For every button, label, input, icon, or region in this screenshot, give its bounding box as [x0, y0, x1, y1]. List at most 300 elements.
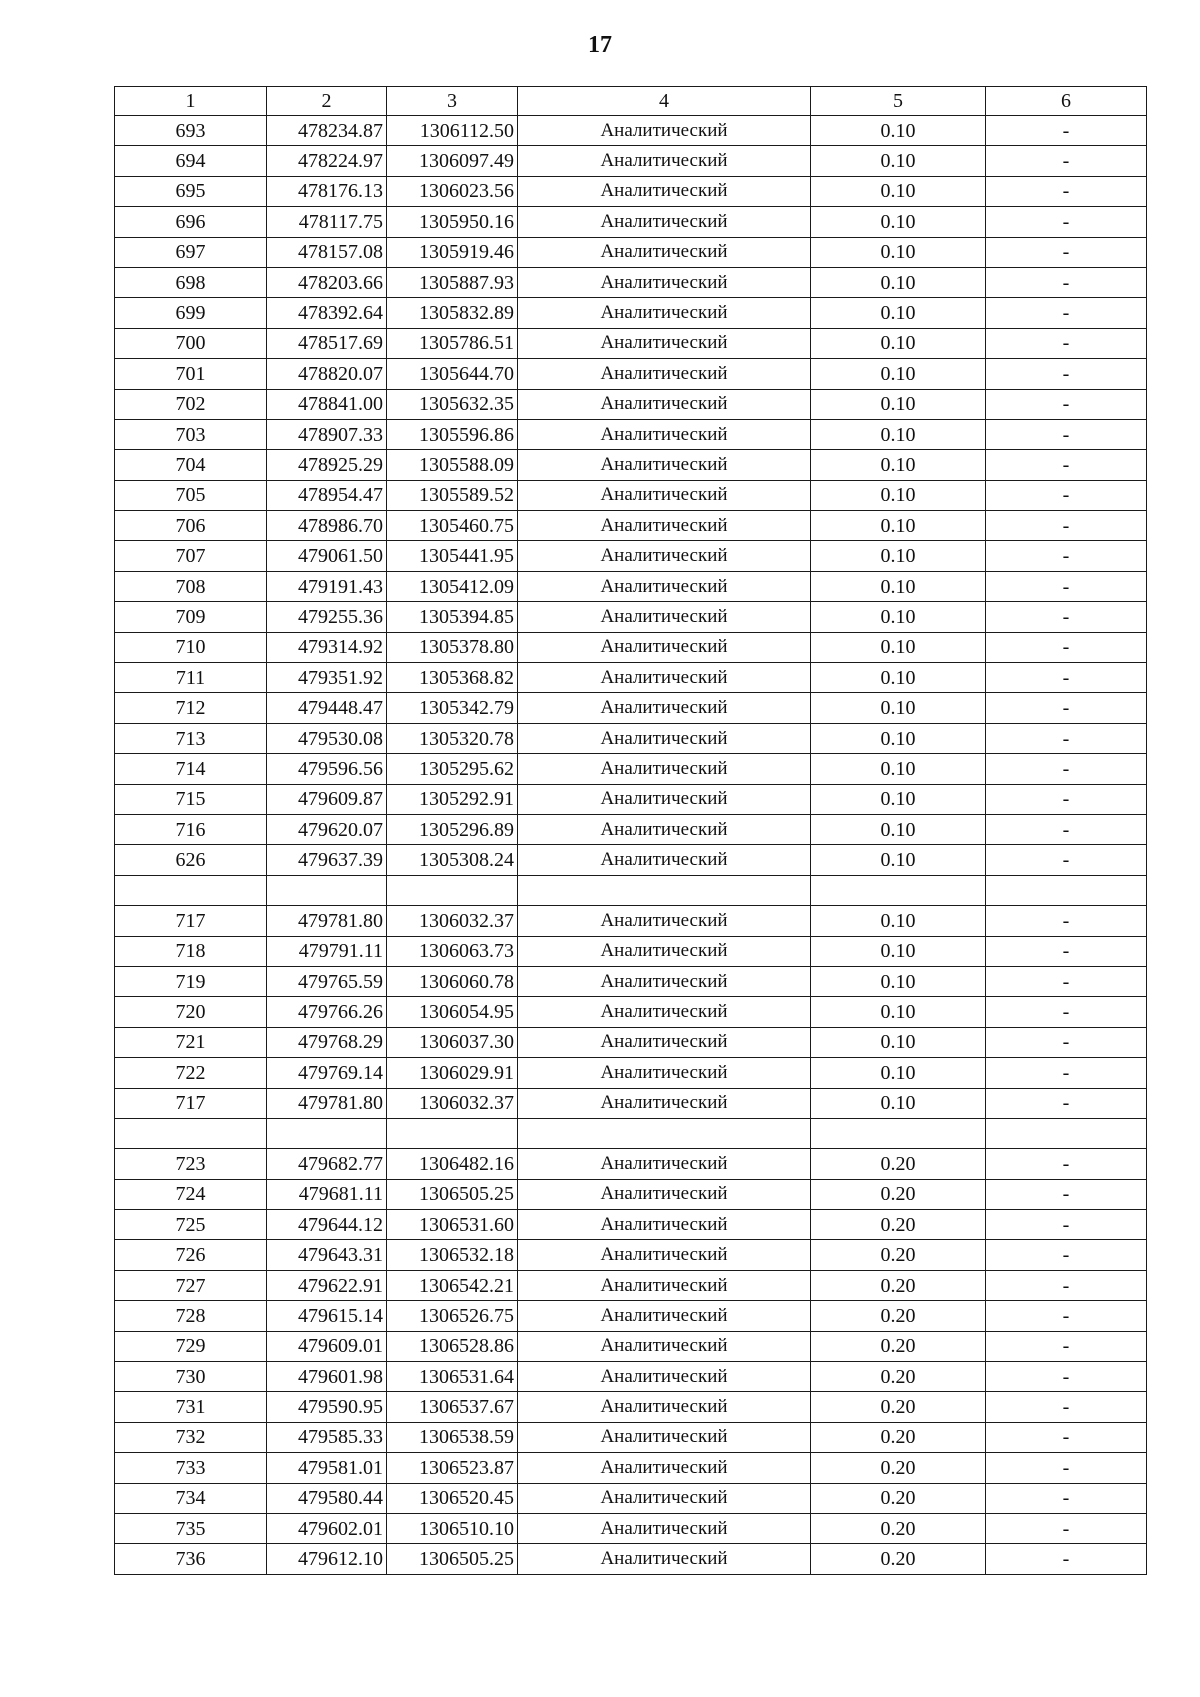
note-cell: - [986, 1513, 1147, 1543]
point-number-cell: 704 [115, 450, 267, 480]
method-cell: Аналитический [518, 1422, 811, 1452]
x-coordinate-cell: 478907.33 [267, 419, 387, 449]
note-cell: - [986, 1331, 1147, 1361]
table-row [115, 632, 1147, 662]
x-coordinate-cell [267, 1118, 387, 1148]
x-coordinate-cell: 479622.91 [267, 1270, 387, 1300]
table-row [115, 1331, 1147, 1361]
method-cell: Аналитический [518, 1270, 811, 1300]
y-coordinate-cell: 1306054.95 [387, 997, 518, 1027]
accuracy-cell [811, 875, 986, 905]
point-number-cell: 696 [115, 207, 267, 237]
note-cell: - [986, 328, 1147, 358]
note-cell: - [986, 1149, 1147, 1179]
note-cell: - [986, 298, 1147, 328]
accuracy-cell: 0.20 [811, 1149, 986, 1179]
y-coordinate-cell: 1306538.59 [387, 1422, 518, 1452]
point-number-cell [115, 875, 267, 905]
point-number-cell: 626 [115, 845, 267, 875]
table-row [115, 1149, 1147, 1179]
y-coordinate-cell: 1306532.18 [387, 1240, 518, 1270]
table-row [115, 1301, 1147, 1331]
y-coordinate-cell: 1305887.93 [387, 267, 518, 297]
x-coordinate-cell: 479781.80 [267, 1088, 387, 1118]
accuracy-cell: 0.20 [811, 1179, 986, 1209]
note-cell: - [986, 693, 1147, 723]
method-cell: Аналитический [518, 784, 811, 814]
x-coordinate-cell: 478954.47 [267, 480, 387, 510]
method-cell: Аналитический [518, 663, 811, 693]
y-coordinate-cell: 1306112.50 [387, 116, 518, 146]
note-cell: - [986, 1453, 1147, 1483]
method-cell: Аналитический [518, 845, 811, 875]
y-coordinate-cell: 1305296.89 [387, 814, 518, 844]
note-cell: - [986, 1027, 1147, 1057]
table-row [115, 1544, 1147, 1574]
y-coordinate-cell: 1306063.73 [387, 936, 518, 966]
x-coordinate-cell: 479191.43 [267, 571, 387, 601]
accuracy-cell: 0.20 [811, 1483, 986, 1513]
table-row [115, 723, 1147, 753]
point-number-cell: 703 [115, 419, 267, 449]
method-cell: Аналитический [518, 997, 811, 1027]
accuracy-cell: 0.20 [811, 1453, 986, 1483]
x-coordinate-cell: 478925.29 [267, 450, 387, 480]
x-coordinate-cell: 479602.01 [267, 1513, 387, 1543]
x-coordinate-cell: 479637.39 [267, 845, 387, 875]
table-row [115, 146, 1147, 176]
table-row [115, 966, 1147, 996]
point-number-cell: 713 [115, 723, 267, 753]
point-number-cell: 727 [115, 1270, 267, 1300]
note-cell: - [986, 389, 1147, 419]
x-coordinate-cell: 479615.14 [267, 1301, 387, 1331]
point-number-cell: 707 [115, 541, 267, 571]
table-row [115, 1058, 1147, 1088]
method-cell: Аналитический [518, 207, 811, 237]
point-number-cell: 711 [115, 663, 267, 693]
table-row [115, 1483, 1147, 1513]
method-cell: Аналитический [518, 1149, 811, 1179]
note-cell: - [986, 1179, 1147, 1209]
x-coordinate-cell: 478820.07 [267, 359, 387, 389]
table-row [115, 267, 1147, 297]
y-coordinate-cell: 1305632.35 [387, 389, 518, 419]
point-number-cell: 717 [115, 906, 267, 936]
y-coordinate-cell: 1306520.45 [387, 1483, 518, 1513]
accuracy-cell: 0.10 [811, 1027, 986, 1057]
x-coordinate-cell: 479255.36 [267, 602, 387, 632]
accuracy-cell: 0.20 [811, 1422, 986, 1452]
point-number-cell: 712 [115, 693, 267, 723]
point-number-cell: 702 [115, 389, 267, 419]
y-coordinate-cell: 1305308.24 [387, 845, 518, 875]
x-coordinate-cell: 479768.29 [267, 1027, 387, 1057]
y-coordinate-cell: 1306505.25 [387, 1179, 518, 1209]
table-row [115, 419, 1147, 449]
x-coordinate-cell: 478841.00 [267, 389, 387, 419]
method-cell: Аналитический [518, 1513, 811, 1543]
x-coordinate-cell: 479609.87 [267, 784, 387, 814]
note-cell: - [986, 146, 1147, 176]
note-cell: - [986, 997, 1147, 1027]
x-coordinate-cell: 479448.47 [267, 693, 387, 723]
x-coordinate-cell: 478986.70 [267, 511, 387, 541]
column-header-6: 6 [986, 87, 1147, 116]
method-cell: Аналитический [518, 1210, 811, 1240]
y-coordinate-cell: 1306029.91 [387, 1058, 518, 1088]
accuracy-cell: 0.10 [811, 237, 986, 267]
x-coordinate-cell: 479766.26 [267, 997, 387, 1027]
accuracy-cell: 0.20 [811, 1544, 986, 1574]
accuracy-cell: 0.10 [811, 784, 986, 814]
accuracy-cell: 0.10 [811, 298, 986, 328]
method-cell [518, 1118, 811, 1148]
accuracy-cell: 0.10 [811, 571, 986, 601]
note-cell: - [986, 207, 1147, 237]
x-coordinate-cell: 478157.08 [267, 237, 387, 267]
table-row [115, 359, 1147, 389]
column-header-3: 3 [387, 87, 518, 116]
x-coordinate-cell: 478224.97 [267, 146, 387, 176]
accuracy-cell: 0.10 [811, 936, 986, 966]
table-row [115, 1392, 1147, 1422]
point-number-cell: 706 [115, 511, 267, 541]
y-coordinate-cell: 1305320.78 [387, 723, 518, 753]
y-coordinate-cell: 1305295.62 [387, 754, 518, 784]
point-number-cell: 722 [115, 1058, 267, 1088]
point-number-cell: 708 [115, 571, 267, 601]
y-coordinate-cell: 1305644.70 [387, 359, 518, 389]
x-coordinate-cell: 479643.31 [267, 1240, 387, 1270]
table-row [115, 207, 1147, 237]
x-coordinate-cell: 479601.98 [267, 1362, 387, 1392]
note-cell: - [986, 966, 1147, 996]
note-cell: - [986, 845, 1147, 875]
accuracy-cell: 0.10 [811, 632, 986, 662]
x-coordinate-cell: 479530.08 [267, 723, 387, 753]
method-cell: Аналитический [518, 267, 811, 297]
accuracy-cell: 0.10 [811, 602, 986, 632]
x-coordinate-cell: 479609.01 [267, 1331, 387, 1361]
table-row [115, 1513, 1147, 1543]
accuracy-cell: 0.10 [811, 754, 986, 784]
point-number-cell: 719 [115, 966, 267, 996]
method-cell: Аналитический [518, 1483, 811, 1513]
x-coordinate-cell: 479351.92 [267, 663, 387, 693]
point-number-cell: 700 [115, 328, 267, 358]
method-cell: Аналитический [518, 602, 811, 632]
point-number-cell: 726 [115, 1240, 267, 1270]
table-row [115, 693, 1147, 723]
table-row [115, 663, 1147, 693]
point-number-cell [115, 1118, 267, 1148]
point-number-cell: 724 [115, 1179, 267, 1209]
method-cell: Аналитический [518, 237, 811, 267]
point-number-cell: 698 [115, 267, 267, 297]
note-cell: - [986, 1422, 1147, 1452]
method-cell: Аналитический [518, 298, 811, 328]
table-row [115, 541, 1147, 571]
method-cell: Аналитический [518, 1240, 811, 1270]
method-cell: Аналитический [518, 814, 811, 844]
y-coordinate-cell: 1305786.51 [387, 328, 518, 358]
accuracy-cell [811, 1118, 986, 1148]
table-row [115, 936, 1147, 966]
y-coordinate-cell: 1306523.87 [387, 1453, 518, 1483]
method-cell [518, 875, 811, 905]
method-cell: Аналитический [518, 450, 811, 480]
x-coordinate-cell: 479612.10 [267, 1544, 387, 1574]
method-cell: Аналитический [518, 1544, 811, 1574]
method-cell: Аналитический [518, 1179, 811, 1209]
table-row [115, 328, 1147, 358]
table-row [115, 906, 1147, 936]
accuracy-cell: 0.10 [811, 693, 986, 723]
method-cell: Аналитический [518, 936, 811, 966]
x-coordinate-cell: 479781.80 [267, 906, 387, 936]
table-row [115, 1362, 1147, 1392]
note-cell: - [986, 116, 1147, 146]
x-coordinate-cell: 478176.13 [267, 176, 387, 206]
note-cell: - [986, 419, 1147, 449]
point-number-cell: 717 [115, 1088, 267, 1118]
accuracy-cell: 0.10 [811, 845, 986, 875]
x-coordinate-cell: 478234.87 [267, 116, 387, 146]
table-row [115, 480, 1147, 510]
y-coordinate-cell: 1306505.25 [387, 1544, 518, 1574]
note-cell: - [986, 237, 1147, 267]
table-separator-row [115, 1118, 1147, 1148]
table-row [115, 602, 1147, 632]
note-cell: - [986, 784, 1147, 814]
method-cell: Аналитический [518, 906, 811, 936]
point-number-cell: 709 [115, 602, 267, 632]
note-cell: - [986, 1270, 1147, 1300]
point-number-cell: 720 [115, 997, 267, 1027]
point-number-cell: 733 [115, 1453, 267, 1483]
table-row [115, 1422, 1147, 1452]
x-coordinate-cell: 479585.33 [267, 1422, 387, 1452]
x-coordinate-cell: 479769.14 [267, 1058, 387, 1088]
y-coordinate-cell: 1306510.10 [387, 1513, 518, 1543]
y-coordinate-cell: 1305588.09 [387, 450, 518, 480]
note-cell: - [986, 632, 1147, 662]
method-cell: Аналитический [518, 1301, 811, 1331]
note-cell: - [986, 511, 1147, 541]
point-number-cell: 725 [115, 1210, 267, 1240]
x-coordinate-cell: 479581.01 [267, 1453, 387, 1483]
y-coordinate-cell: 1306032.37 [387, 1088, 518, 1118]
method-cell: Аналитический [518, 146, 811, 176]
x-coordinate-cell: 479314.92 [267, 632, 387, 662]
y-coordinate-cell: 1306037.30 [387, 1027, 518, 1057]
accuracy-cell: 0.10 [811, 176, 986, 206]
table-row [115, 814, 1147, 844]
y-coordinate-cell: 1306097.49 [387, 146, 518, 176]
y-coordinate-cell [387, 1118, 518, 1148]
y-coordinate-cell: 1305460.75 [387, 511, 518, 541]
note-cell: - [986, 1210, 1147, 1240]
point-number-cell: 694 [115, 146, 267, 176]
method-cell: Аналитический [518, 511, 811, 541]
method-cell: Аналитический [518, 541, 811, 571]
method-cell: Аналитический [518, 1453, 811, 1483]
column-header-2: 2 [267, 87, 387, 116]
accuracy-cell: 0.20 [811, 1270, 986, 1300]
point-number-cell: 732 [115, 1422, 267, 1452]
accuracy-cell: 0.10 [811, 146, 986, 176]
note-cell: - [986, 754, 1147, 784]
y-coordinate-cell: 1305589.52 [387, 480, 518, 510]
x-coordinate-cell: 479596.56 [267, 754, 387, 784]
method-cell: Аналитический [518, 571, 811, 601]
table-row [115, 1179, 1147, 1209]
note-cell: - [986, 359, 1147, 389]
accuracy-cell: 0.20 [811, 1331, 986, 1361]
accuracy-cell: 0.10 [811, 997, 986, 1027]
point-number-cell: 735 [115, 1513, 267, 1543]
method-cell: Аналитический [518, 389, 811, 419]
point-number-cell: 723 [115, 1149, 267, 1179]
note-cell: - [986, 267, 1147, 297]
note-cell [986, 875, 1147, 905]
table-row [115, 116, 1147, 146]
y-coordinate-cell: 1306060.78 [387, 966, 518, 996]
x-coordinate-cell: 478203.66 [267, 267, 387, 297]
table-row [115, 784, 1147, 814]
column-header-1: 1 [115, 87, 267, 116]
note-cell: - [986, 1088, 1147, 1118]
y-coordinate-cell: 1306528.86 [387, 1331, 518, 1361]
note-cell: - [986, 1392, 1147, 1422]
accuracy-cell: 0.20 [811, 1513, 986, 1543]
note-cell: - [986, 906, 1147, 936]
point-number-cell: 716 [115, 814, 267, 844]
accuracy-cell: 0.10 [811, 663, 986, 693]
point-number-cell: 721 [115, 1027, 267, 1057]
method-cell: Аналитический [518, 632, 811, 662]
accuracy-cell: 0.20 [811, 1301, 986, 1331]
point-number-cell: 729 [115, 1331, 267, 1361]
table-body [115, 116, 1147, 1575]
y-coordinate-cell: 1306032.37 [387, 906, 518, 936]
accuracy-cell: 0.10 [811, 389, 986, 419]
method-cell: Аналитический [518, 1027, 811, 1057]
note-cell: - [986, 663, 1147, 693]
y-coordinate-cell: 1306482.16 [387, 1149, 518, 1179]
y-coordinate-cell: 1305919.46 [387, 237, 518, 267]
x-coordinate-cell: 479681.11 [267, 1179, 387, 1209]
point-number-cell: 695 [115, 176, 267, 206]
y-coordinate-cell: 1305596.86 [387, 419, 518, 449]
table-row [115, 845, 1147, 875]
table-row [115, 1240, 1147, 1270]
method-cell: Аналитический [518, 1392, 811, 1422]
y-coordinate-cell: 1305394.85 [387, 602, 518, 632]
note-cell: - [986, 480, 1147, 510]
x-coordinate-cell: 479580.44 [267, 1483, 387, 1513]
method-cell: Аналитический [518, 419, 811, 449]
note-cell: - [986, 1362, 1147, 1392]
x-coordinate-cell: 479682.77 [267, 1149, 387, 1179]
accuracy-cell: 0.10 [811, 419, 986, 449]
table-row [115, 1027, 1147, 1057]
note-cell: - [986, 602, 1147, 632]
coordinates-table [114, 86, 1147, 1575]
x-coordinate-cell: 479791.11 [267, 936, 387, 966]
x-coordinate-cell: 479061.50 [267, 541, 387, 571]
y-coordinate-cell [387, 875, 518, 905]
accuracy-cell: 0.10 [811, 480, 986, 510]
note-cell: - [986, 1483, 1147, 1513]
table-row [115, 997, 1147, 1027]
table-row [115, 1453, 1147, 1483]
accuracy-cell: 0.10 [811, 511, 986, 541]
accuracy-cell: 0.10 [811, 328, 986, 358]
accuracy-cell: 0.20 [811, 1362, 986, 1392]
x-coordinate-cell: 478517.69 [267, 328, 387, 358]
y-coordinate-cell: 1306526.75 [387, 1301, 518, 1331]
note-cell: - [986, 450, 1147, 480]
table-row [115, 450, 1147, 480]
point-number-cell: 734 [115, 1483, 267, 1513]
accuracy-cell: 0.10 [811, 906, 986, 936]
note-cell: - [986, 814, 1147, 844]
method-cell: Аналитический [518, 723, 811, 753]
method-cell: Аналитический [518, 359, 811, 389]
point-number-cell: 718 [115, 936, 267, 966]
y-coordinate-cell: 1305342.79 [387, 693, 518, 723]
accuracy-cell: 0.10 [811, 541, 986, 571]
y-coordinate-cell: 1305412.09 [387, 571, 518, 601]
y-coordinate-cell: 1306542.21 [387, 1270, 518, 1300]
y-coordinate-cell: 1306023.56 [387, 176, 518, 206]
accuracy-cell: 0.10 [811, 723, 986, 753]
point-number-cell: 736 [115, 1544, 267, 1574]
accuracy-cell: 0.20 [811, 1240, 986, 1270]
accuracy-cell: 0.20 [811, 1210, 986, 1240]
point-number-cell: 715 [115, 784, 267, 814]
note-cell: - [986, 1240, 1147, 1270]
x-coordinate-cell: 479590.95 [267, 1392, 387, 1422]
method-cell: Аналитический [518, 1362, 811, 1392]
x-coordinate-cell: 479644.12 [267, 1210, 387, 1240]
point-number-cell: 693 [115, 116, 267, 146]
accuracy-cell: 0.10 [811, 814, 986, 844]
point-number-cell: 699 [115, 298, 267, 328]
method-cell: Аналитический [518, 480, 811, 510]
x-coordinate-cell: 479620.07 [267, 814, 387, 844]
y-coordinate-cell: 1305950.16 [387, 207, 518, 237]
note-cell: - [986, 1058, 1147, 1088]
table-row [115, 298, 1147, 328]
table-row [115, 1270, 1147, 1300]
method-cell: Аналитический [518, 754, 811, 784]
accuracy-cell: 0.10 [811, 450, 986, 480]
note-cell: - [986, 1544, 1147, 1574]
y-coordinate-cell: 1305368.82 [387, 663, 518, 693]
table-header-row [115, 87, 1147, 116]
y-coordinate-cell: 1305832.89 [387, 298, 518, 328]
method-cell: Аналитический [518, 1331, 811, 1361]
x-coordinate-cell: 478392.64 [267, 298, 387, 328]
method-cell: Аналитический [518, 693, 811, 723]
note-cell: - [986, 571, 1147, 601]
note-cell: - [986, 723, 1147, 753]
page-number: 17 [588, 32, 612, 58]
table-row [115, 571, 1147, 601]
